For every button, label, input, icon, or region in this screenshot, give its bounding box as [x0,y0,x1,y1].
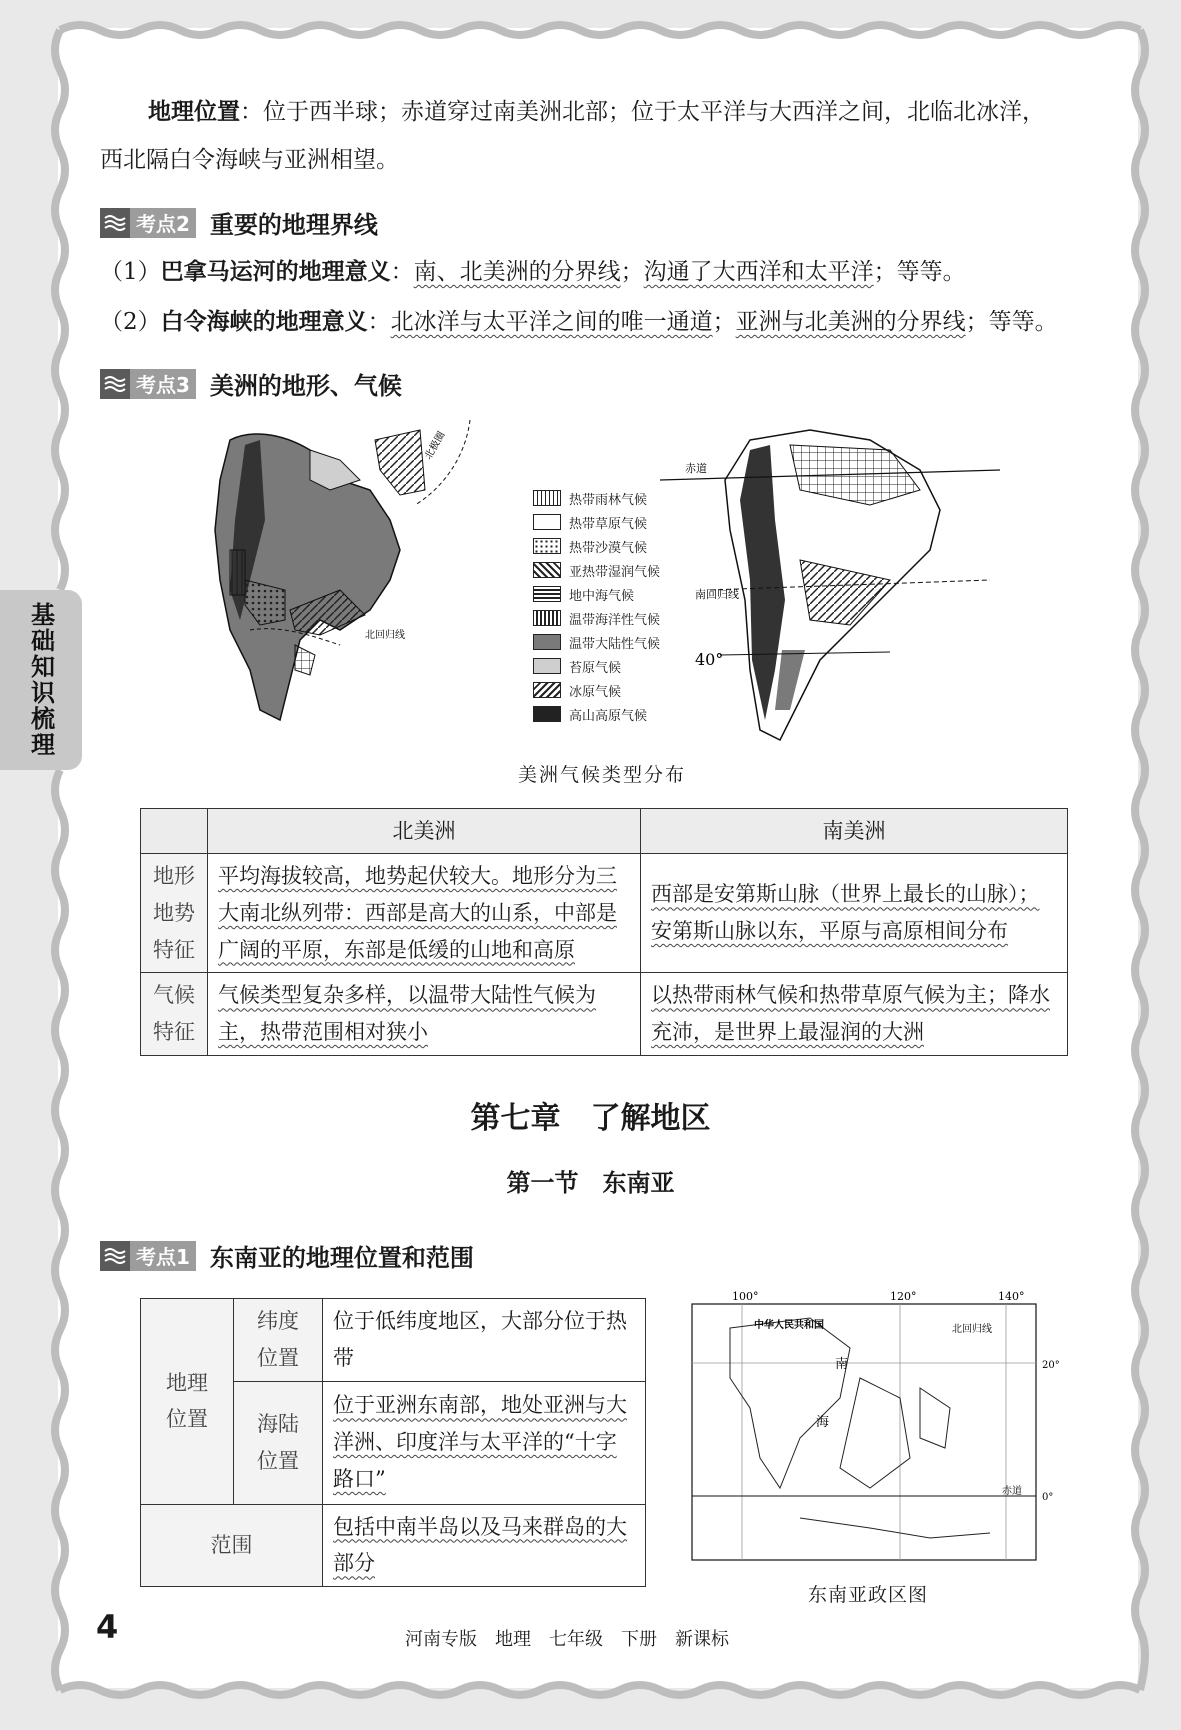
kaodian-badge [100,369,196,399]
item-underlined: 亚洲与北美洲的分界线 [735,309,966,335]
legend-label: 热带草原气候 [569,516,648,532]
map1-caption: 美洲气候类型分布 [518,764,687,786]
row-label: 地理 位置 [141,1299,234,1505]
swatch-icon [533,706,561,722]
kaodian-badge-label: 考点2 [136,212,190,236]
legend-item [533,534,660,558]
equator-label: 赤道 [685,462,707,475]
legend-label: 温带大陆性气候 [569,636,661,652]
legend-item [533,678,660,702]
item-text: ； [620,259,644,285]
section-title: 第一节 东南亚 [506,1169,675,1197]
legend-item [533,558,660,582]
legend-label: 热带沙漠气候 [569,540,648,556]
swatch-icon [533,682,561,698]
kd2-item-2 [100,302,1058,343]
lat-label: 20° [1042,1360,1060,1371]
swatch-icon [533,490,561,506]
sea-label: 海 [816,1415,830,1430]
table-cell: 气候类型复杂多样，以温带大陆性气候为主，热带范围相对狭小 [208,973,641,1056]
tropic-capricorn-label: 南回归线 [695,588,739,601]
swatch-icon [533,610,561,626]
legend-item [533,510,660,534]
america-comparison-table [140,808,1068,1056]
swatch-icon [533,514,561,530]
kaodian-badge [100,1241,196,1271]
table-cell: 平均海拔较高，地势起伏较大。地形分为三大南北纵列带：西部是高大的山系，中部是广阔的平原，东部是低缓的山地和高原 [208,854,641,973]
row-label: 地形 地势 特征 [141,854,208,973]
legend-item [533,654,660,678]
table-cell: 西部是安第斯山脉（世界上最长的山脉）；安第斯山脉以东，平原与高原相间分布 [641,854,1068,973]
china-label: 中华人民共和国 [754,1320,824,1331]
swatch-icon [533,586,561,602]
legend-item [533,606,660,630]
kaodian-3-heading [100,366,402,401]
legend-label: 温带海洋性气候 [569,612,661,628]
legend-label: 热带雨林气候 [569,492,648,508]
page-number: 4 [96,1608,119,1646]
kaodian-1-heading [100,1238,474,1273]
legend-item [533,702,660,726]
kaodian-2-heading [100,205,378,240]
intro-line2: 西北隔白令海峡与亚洲相望。 [100,147,399,173]
table-corner [141,809,208,854]
southeast-asia-political-map [690,1288,1060,1578]
legend-item [533,630,660,654]
swatch-icon [533,658,561,674]
side-tab-label: 基础知识梳理 [26,602,55,758]
legend-item [533,582,660,606]
row-label: 范围 [141,1504,323,1587]
item-number: （1） [100,259,161,285]
item-label: 白令海峡的地理意义 [160,309,368,335]
map2-caption: 东南亚政区图 [808,1584,929,1606]
row-sublabel: 海陆 位置 [234,1381,323,1504]
item-text: ： [367,309,391,335]
lon-label: 120° [890,1290,917,1303]
waves-icon [100,369,130,399]
item-label: 巴拿马运河的地理意义 [160,259,391,285]
equator-label: 赤道 [1002,1486,1022,1497]
item-underlined: 南、北美洲的分界线 [413,259,621,285]
item-underlined: 沟通了大西洋和太平洋 [643,259,874,285]
kaodian-title: 美洲的地形、气候 [209,372,402,400]
kd2-item-1 [100,252,966,293]
lon-label: 100° [732,1290,759,1303]
row-sublabel: 纬度 位置 [234,1299,323,1382]
kaodian-title: 东南亚的地理位置和范围 [209,1244,474,1272]
table-cell: 以热带雨林气候和热带草原气候为主；降水充沛，是世界上最湿润的大洲 [641,973,1068,1056]
tropic-cancer-label: 北回归线 [365,630,405,641]
kaodian-badge-label: 考点1 [136,1245,190,1269]
kaodian-badge-label: 考点3 [136,373,190,397]
arctic-circle-label: 北极圈 [423,430,448,462]
lat40-label: 40° [695,650,724,669]
col-header: 北美洲 [208,809,641,854]
southeast-asia-table [140,1298,646,1587]
climate-legend [533,486,660,726]
row-label: 气候 特征 [141,973,208,1056]
item-number: （2） [100,309,161,335]
legend-label: 亚热带湿润气候 [569,564,661,580]
swatch-icon [533,538,561,554]
south-america-climate-map [685,420,1010,750]
item-text: ；等等。 [965,309,1058,335]
footer-text: 河南专版 地理 七年级 下册 新课标 [405,1629,729,1650]
legend-label: 冰原气候 [569,684,622,700]
intro-label: 地理位置 [148,99,240,125]
table-cell: 位于低纬度地区，大部分位于热带 [323,1299,646,1382]
legend-item [533,486,660,510]
waves-icon [100,1241,130,1271]
swatch-icon [533,634,561,650]
table-cell: 包括中南半岛以及马来群岛的大部分 [323,1504,646,1587]
legend-label: 苔原气候 [569,660,622,676]
item-text: ；等等。 [873,259,966,285]
side-tab[interactable] [0,590,82,770]
item-underlined: 北冰洋与太平洋之间的唯一通道 [390,309,713,335]
table-cell: 位于亚洲东南部，地处亚洲与大洋洲、印度洋与太平洋的“十字路口” [323,1381,646,1504]
item-text: ； [712,309,736,335]
north-america-climate-map [190,420,520,750]
item-text: ： [390,259,414,285]
kaodian-title: 重要的地理界线 [209,211,378,239]
tropic-label: 北回归线 [952,1324,992,1335]
legend-label: 地中海气候 [569,588,635,604]
col-header: 南美洲 [641,809,1068,854]
swatch-icon [533,562,561,578]
waves-icon [100,208,130,238]
kaodian-badge [100,208,196,238]
intro-line1: ：位于西半球；赤道穿过南美洲北部；位于太平洋与大西洋之间，北临北冰洋， [240,99,1045,125]
lat-label: 0° [1042,1492,1054,1503]
lon-label: 140° [998,1290,1025,1303]
chapter-title: 第七章 了解地区 [470,1101,711,1136]
south-label: 南 [835,1357,849,1372]
legend-label: 高山高原气候 [569,708,648,724]
intro-paragraph [100,92,1080,133]
